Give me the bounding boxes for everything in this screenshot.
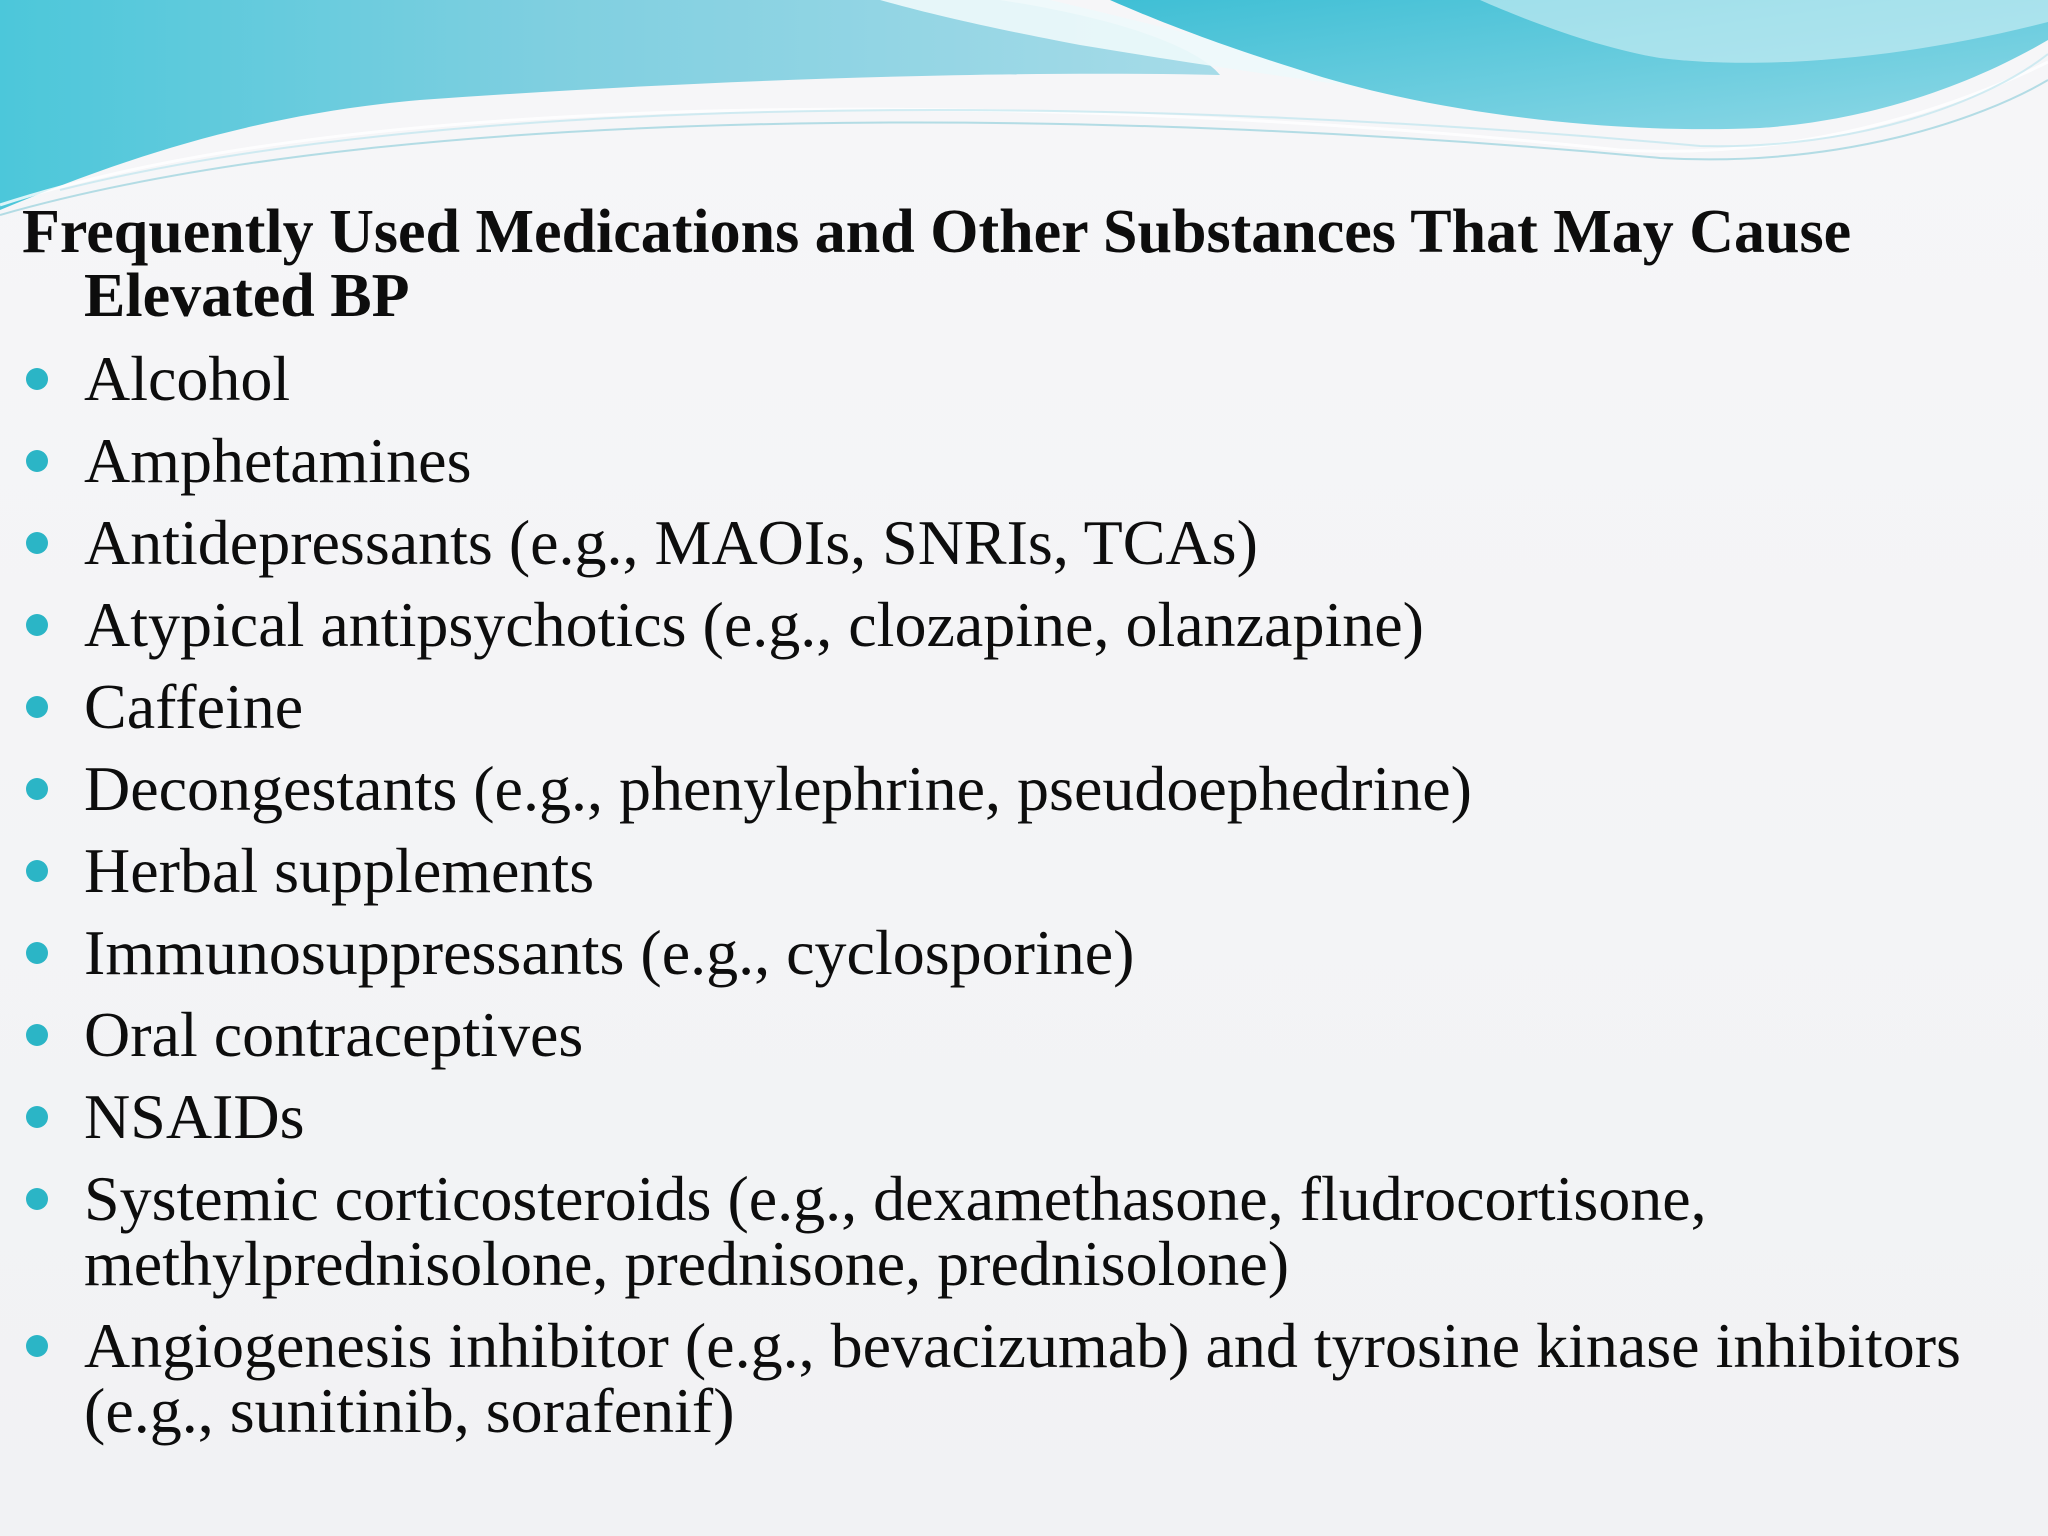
list-item-text: Antidepressants (e.g., MAOIs, SNRIs, TCAs) (84, 507, 1258, 578)
list-item (22, 999, 2012, 1070)
bullet-icon (26, 696, 48, 718)
list-item (22, 343, 2012, 414)
slide-heading: Frequently Used Medications and Other Substances That May Cause Elevated BP (22, 198, 1852, 330)
bullet-icon (26, 860, 48, 882)
list-item-text: Atypical antipsychotics (e.g., clozapine, olanzapine) (84, 589, 1424, 660)
slide-content (22, 200, 2012, 1460)
bullet-icon (26, 778, 48, 800)
list-item (22, 835, 2012, 906)
list-item (22, 425, 2012, 496)
list-item-text: NSAIDs (84, 1081, 305, 1152)
list-item-text: Systemic corticosteroids (e.g., dexamethasone, fludrocortisone, methylprednisolone, prednisone, prednisolone) (84, 1163, 1707, 1299)
list-item-text: Angiogenesis inhibitor (e.g., bevacizumab) and tyrosine kinase inhibitors (e.g., sunitinib, sorafenif) (84, 1310, 1961, 1446)
list-item-text: Oral contraceptives (84, 999, 584, 1070)
bullet-icon (26, 614, 48, 636)
list-item-text: Amphetamines (84, 425, 472, 496)
bullet-icon (26, 368, 48, 390)
bullet-icon (26, 1188, 48, 1210)
list-item (22, 507, 2012, 578)
bullet-icon (26, 1335, 48, 1357)
list-item-text: Herbal supplements (84, 835, 595, 906)
list-item (22, 1310, 2012, 1446)
list-item (22, 589, 2012, 660)
list-item (22, 671, 2012, 742)
list-item-text: Caffeine (84, 671, 304, 742)
list-item-text: Alcohol (84, 343, 291, 414)
list-item (22, 1081, 2012, 1152)
list-item (22, 753, 2012, 824)
bullet-icon (26, 942, 48, 964)
bullet-icon (26, 450, 48, 472)
list-item-text: Immunosuppressants (e.g., cyclosporine) (84, 917, 1135, 988)
bullet-icon (26, 532, 48, 554)
bullet-list (22, 343, 2012, 1446)
list-item (22, 1163, 2012, 1299)
list-item (22, 917, 2012, 988)
bullet-icon (26, 1024, 48, 1046)
bullet-icon (26, 1106, 48, 1128)
list-item-text: Decongestants (e.g., phenylephrine, pseudoephedrine) (84, 753, 1472, 824)
